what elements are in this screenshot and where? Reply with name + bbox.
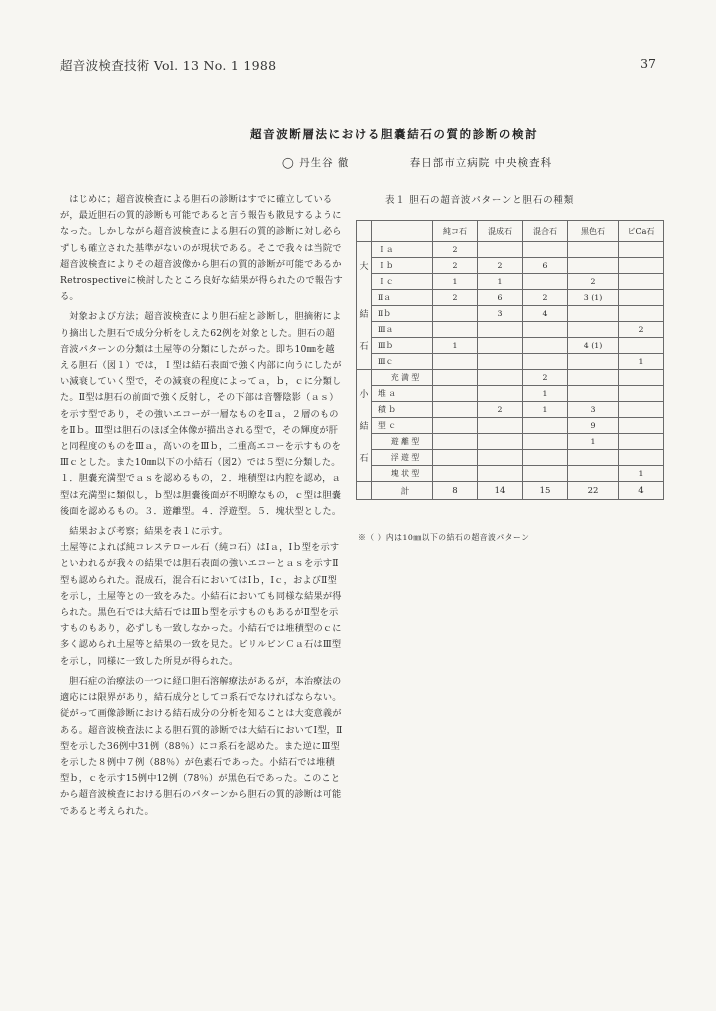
table-row bbox=[357, 290, 664, 306]
table-cell bbox=[478, 370, 523, 386]
table-cell: 2 bbox=[523, 290, 568, 306]
table-cell: 2 bbox=[619, 322, 664, 338]
table-cell: 1 bbox=[433, 274, 478, 290]
table-cell: 2 bbox=[568, 274, 619, 290]
table-cell bbox=[433, 370, 478, 386]
group-label-large: 大 bbox=[357, 258, 372, 274]
table-cell bbox=[478, 466, 523, 482]
row-label: 堆 ａ bbox=[372, 386, 433, 402]
paragraph-results: 土屋等によれば純コレステロール石（純コ石）はⅠａ，Ⅰｂ型を示すといわれるが我々の結果では胆石表面の強いエコーとａｓを示すⅡ型も認められた。混成石，混合石においてはⅠｂ，Ⅰｃ，およびⅡ型を示し，土屋等との一致をみた。小結石においても同様な結果が得られた。黒色石では大結石ではⅢｂ型を示すものもあるがⅡ型を示すものもあり，必ずしも一致しなかった。小結石では堆積型のｃに多く認められ土屋等と結果の一致を見た。ビリルビンＣａ石はⅢ型を示し，同様に一致した所見が得られた。 bbox=[60, 542, 342, 667]
table-cell: 1 bbox=[478, 274, 523, 290]
table-cell bbox=[568, 322, 619, 338]
table-cell: 1 bbox=[523, 386, 568, 402]
stone-pattern-table bbox=[356, 220, 664, 500]
row-label: Ⅲｂ bbox=[372, 338, 433, 354]
total-cell: 22 bbox=[568, 482, 619, 500]
table-cell bbox=[523, 466, 568, 482]
total-label: 計 bbox=[372, 482, 433, 500]
table-cell bbox=[619, 386, 664, 402]
table-row bbox=[357, 386, 664, 402]
table-cell bbox=[478, 386, 523, 402]
table-cell bbox=[619, 306, 664, 322]
table-cell bbox=[619, 370, 664, 386]
table-row bbox=[357, 242, 664, 258]
table-cell: 6 bbox=[523, 258, 568, 274]
table-cell bbox=[433, 322, 478, 338]
row-label: Ｉｂ bbox=[372, 258, 433, 274]
author-name: ◯ 丹生谷 徹 bbox=[282, 157, 350, 169]
table-cell bbox=[619, 242, 664, 258]
column-header: 黒色石 bbox=[568, 221, 619, 242]
group-label-small: 結 bbox=[357, 418, 372, 434]
table-row bbox=[357, 322, 664, 338]
table-cell bbox=[568, 242, 619, 258]
group-label-large: 石 bbox=[357, 338, 372, 354]
table-cell bbox=[478, 322, 523, 338]
table-cell bbox=[619, 434, 664, 450]
column-header: 混合石 bbox=[523, 221, 568, 242]
column-header: ビCa石 bbox=[619, 221, 664, 242]
table-row bbox=[357, 434, 664, 450]
table-cell bbox=[433, 450, 478, 466]
table-cell bbox=[523, 450, 568, 466]
table-row bbox=[357, 354, 664, 370]
table-cell: 1 bbox=[619, 354, 664, 370]
table-cell bbox=[568, 370, 619, 386]
table-cell bbox=[478, 418, 523, 434]
table-row bbox=[357, 306, 664, 322]
journal-info: 超音波検査技術 Vol. 13 No. 1 1988 bbox=[60, 58, 277, 73]
table-row bbox=[357, 418, 664, 434]
total-cell: 15 bbox=[523, 482, 568, 500]
table-cell bbox=[568, 466, 619, 482]
table-cell: 2 bbox=[478, 402, 523, 418]
page-header bbox=[60, 56, 656, 76]
row-label: Ｉａ bbox=[372, 242, 433, 258]
row-label: Ⅱｂ bbox=[372, 306, 433, 322]
table-cell bbox=[523, 418, 568, 434]
table-cell: 2 bbox=[433, 290, 478, 306]
table-cell bbox=[568, 450, 619, 466]
table-row bbox=[357, 258, 664, 274]
table-cell: 2 bbox=[433, 242, 478, 258]
table-cell: 1 bbox=[433, 338, 478, 354]
table-row bbox=[357, 370, 664, 386]
table-cell: 4 bbox=[523, 306, 568, 322]
table-cell bbox=[568, 386, 619, 402]
row-label: 遊 離 型 bbox=[372, 434, 433, 450]
row-label: Ⅱａ bbox=[372, 290, 433, 306]
paragraph-results-lead: 結果および考察；結果を表１に示す。 bbox=[69, 526, 229, 538]
body-text bbox=[60, 192, 343, 820]
paragraph-discussion: 胆石症の治療法の一つに経口胆石溶解療法があるが，本治療法の適応には限界があり，結石成分としてコ系石でなければならない。従がって画像診断における結石成分の分析を知ることは大変意義がある。超音波検査法による胆石質的診断では大結石においてⅠ型，Ⅱ型を示した36例中31例（88％）にコ系石を認めた。また逆にⅢ型を示した８例中７例（88％）が色素石であった。小結石では堆積型ｂ，ｃを示す15例中12例（78％）が黒色石であった。このことから超音波検査における胆石のパターンから胆石の質的診断は可能であると考えられた。 bbox=[60, 675, 343, 817]
table-cell: 3 (1) bbox=[568, 290, 619, 306]
table-row bbox=[357, 466, 664, 482]
table-1 bbox=[356, 220, 664, 500]
table-cell bbox=[478, 434, 523, 450]
row-label: Ｉｃ bbox=[372, 274, 433, 290]
table-cell bbox=[433, 434, 478, 450]
table-cell bbox=[619, 450, 664, 466]
table-row bbox=[357, 338, 664, 354]
table-cell: 9 bbox=[568, 418, 619, 434]
paragraph-intro: はじめに；超音波検査による胆石の診断はすでに確立しているが，最近胆石の質的診断も可能であると言う報告も散見するようになった。しかしながら超音波検査による胆石の質的診断に対し必らずしも確立された基準がないのが現状である。そこで我々は当院で超音波検査によりその超音波像から胆石の質的診断が可能であるかRetrospectiveに検討したところ良好な結果が得られたので報告する。 bbox=[60, 194, 343, 303]
table-cell bbox=[433, 466, 478, 482]
row-label: 塊 状 型 bbox=[372, 466, 433, 482]
table-cell bbox=[523, 242, 568, 258]
table-cell bbox=[523, 434, 568, 450]
table-cell: 2 bbox=[433, 258, 478, 274]
table-cell bbox=[433, 306, 478, 322]
total-cell: 4 bbox=[619, 482, 664, 500]
affiliation: 春日部市立病院 中央検査科 bbox=[409, 157, 553, 169]
row-label: Ⅲａ bbox=[372, 322, 433, 338]
table-cell bbox=[433, 386, 478, 402]
table-row bbox=[357, 402, 664, 418]
table-cell bbox=[478, 338, 523, 354]
table-cell: 1 bbox=[619, 466, 664, 482]
group-label-small: 小 bbox=[357, 386, 372, 402]
row-label: 積 ｂ bbox=[372, 402, 433, 418]
table-cell: 4 (1) bbox=[568, 338, 619, 354]
total-cell: 8 bbox=[433, 482, 478, 500]
row-label: 充 満 型 bbox=[372, 370, 433, 386]
table-cell bbox=[619, 258, 664, 274]
table-cell bbox=[433, 354, 478, 370]
column-header: 混成石 bbox=[478, 221, 523, 242]
row-label: Ⅲｃ bbox=[372, 354, 433, 370]
table-cell bbox=[478, 354, 523, 370]
total-cell: 14 bbox=[478, 482, 523, 500]
table-total-row bbox=[357, 482, 664, 500]
table-row bbox=[357, 274, 664, 290]
table-cell bbox=[433, 402, 478, 418]
table-cell bbox=[523, 338, 568, 354]
row-label: 浮 遊 型 bbox=[372, 450, 433, 466]
table-cell: 3 bbox=[478, 306, 523, 322]
table-cell bbox=[619, 338, 664, 354]
table-cell: 1 bbox=[523, 402, 568, 418]
paper-title: 超音波断層法における胆嚢結石の質的診断の検討 bbox=[250, 127, 539, 141]
column-header: 純コ石 bbox=[433, 221, 478, 242]
table-cell bbox=[478, 242, 523, 258]
group-label-large: 結 bbox=[357, 306, 372, 322]
table-cell bbox=[433, 418, 478, 434]
table-cell bbox=[523, 354, 568, 370]
table-title: 表１ 胆石の超音波パターンと胆石の種類 bbox=[385, 195, 575, 206]
page-number: 37 bbox=[640, 56, 656, 71]
table-cell: 3 bbox=[568, 402, 619, 418]
table-cell bbox=[619, 418, 664, 434]
table-header-row bbox=[357, 221, 664, 242]
table-cell bbox=[523, 322, 568, 338]
table-cell bbox=[619, 402, 664, 418]
table-cell bbox=[523, 274, 568, 290]
table-cell: 1 bbox=[568, 434, 619, 450]
table-cell bbox=[568, 258, 619, 274]
table-cell bbox=[568, 354, 619, 370]
table-cell bbox=[478, 450, 523, 466]
table-cell: 2 bbox=[478, 258, 523, 274]
group-label-small: 石 bbox=[357, 450, 372, 466]
row-label: 型 ｃ bbox=[372, 418, 433, 434]
table-row bbox=[357, 450, 664, 466]
table-cell: 6 bbox=[478, 290, 523, 306]
table-cell: 2 bbox=[523, 370, 568, 386]
author-line bbox=[282, 155, 552, 170]
table-cell bbox=[568, 306, 619, 322]
table-note: ※（ ）内は10㎜以下の結石の超音波パターン bbox=[358, 533, 530, 542]
table-cell bbox=[619, 274, 664, 290]
table-cell bbox=[619, 290, 664, 306]
paragraph-methods: 対象および方法；超音波検査により胆石症と診断し，胆摘術により摘出した胆石で成分分析をしえた62例を対象とした。胆石の超音波パターンの分類は土屋等の分類にしたがった。即ち10㎜を越える胆石（図１）では，Ｉ型は結石表面で強く内部に向うにしたがい減衰していく型で，その減衰の程度によってａ，ｂ，ｃに分類した。Ⅱ型は胆石の前面で強く反射し，その下部は音響陰影（ａｓ）を示す型であり，その強いエコーが一層なものをⅡａ，２層のものをⅡｂ。Ⅲ型は胆石のほぼ全体像が描出される型で，その輝度が肝と同程度のものをⅢａ，高いのをⅢｂ，二重高エコーを示すものをⅢｃとした。また10㎜以下の小結石（図2）では５型に分類した。１．胆嚢充満型でａｓを認めるもの，２．堆積型は内腔を認め，ａ型は充満型に類似し，ｂ型は胆嚢後面が不明瞭なもの，ｃ型は胆嚢後面を認めるもの。３．遊離型。４．浮遊型。５．塊状型とした。 bbox=[60, 311, 342, 517]
